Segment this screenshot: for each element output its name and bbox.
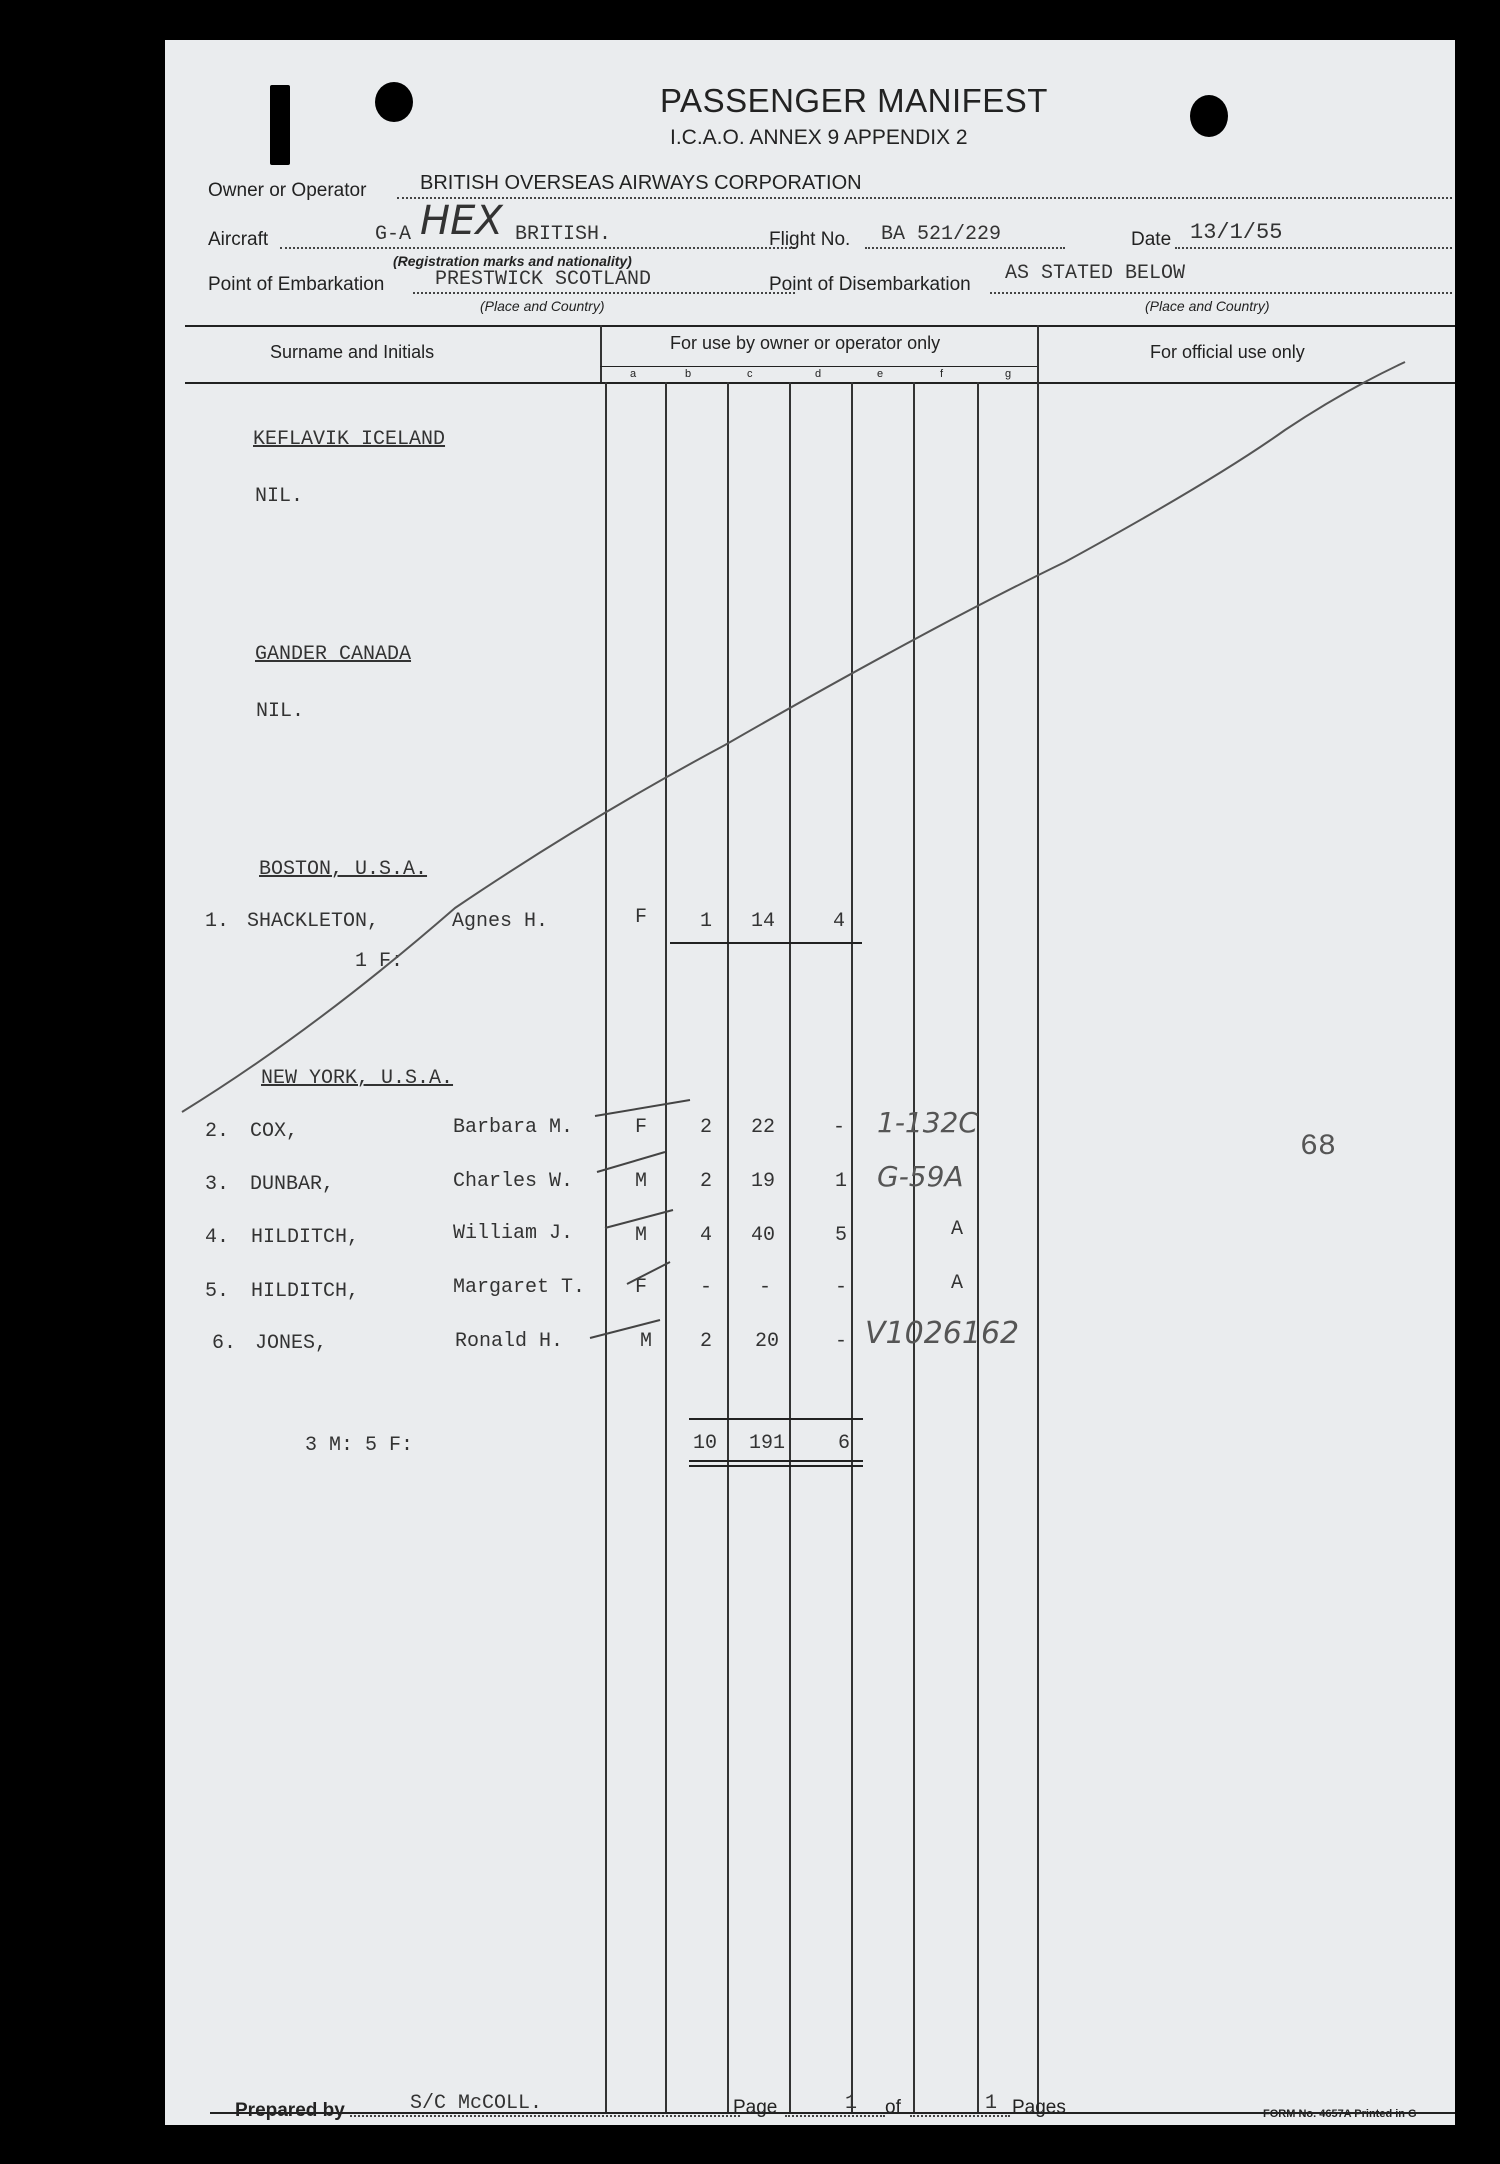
section-gander-title: GANDER CANADA — [255, 643, 412, 666]
prepared-by-label: Prepared by — [235, 2100, 345, 2121]
row-given-name: Agnes H. — [452, 910, 549, 933]
row-col-a: F — [635, 1276, 648, 1299]
aircraft-label: Aircraft — [208, 229, 269, 250]
row-col-d: - — [835, 1330, 848, 1353]
embarkation-label: Point of Embarkation — [208, 274, 385, 295]
tick-mark — [595, 1100, 690, 1116]
col-b-header: b — [685, 368, 692, 380]
row-col-c: 14 — [751, 910, 776, 933]
section-newyork-title: NEW YORK, U.S.A. — [261, 1067, 454, 1090]
section-keflavik-title: KEFLAVIK ICELAND — [253, 428, 446, 451]
page-label: Page — [733, 2097, 778, 2118]
col-d-header: d — [815, 368, 822, 380]
pages-dotted-line — [910, 2115, 1010, 2117]
row-col-a: M — [640, 1330, 653, 1353]
section-gander-nil: NIL. — [256, 700, 305, 723]
pen-strokes-overlay — [165, 40, 1455, 2125]
row-surname: HILDITCH, — [251, 1280, 360, 1303]
date-label: Date — [1131, 229, 1172, 250]
row-surname: DUNBAR, — [250, 1173, 335, 1196]
row-col-f: A — [951, 1272, 964, 1295]
disembarkation-value: AS STATED BELOW — [1005, 262, 1186, 285]
row-col-a: M — [635, 1224, 648, 1247]
owner-label: Owner or Operator — [208, 180, 367, 201]
row-col-b: 2 — [700, 1330, 713, 1353]
row-col-f: A — [951, 1218, 964, 1241]
section-boston-summary: 1 F: — [355, 950, 404, 973]
section-boston-title: BOSTON, U.S.A. — [259, 858, 428, 881]
col-e-header: e — [877, 368, 884, 380]
row-col-a: M — [635, 1170, 648, 1193]
col-f-header: f — [940, 368, 944, 380]
row-given-name: William J. — [453, 1222, 574, 1245]
row-col-d: 4 — [833, 910, 846, 933]
row-col-c: - — [759, 1276, 772, 1299]
manifest-sheet — [165, 40, 1455, 2125]
row-given-name: Charles W. — [453, 1170, 574, 1193]
page-number: 1 — [845, 2092, 858, 2115]
aircraft-prefix: G-A — [375, 223, 412, 246]
tick-mark — [597, 1152, 665, 1172]
diagonal-cancel-line — [182, 362, 1405, 1112]
date-value: 13/1/55 — [1190, 220, 1283, 245]
row-col-c: 40 — [751, 1224, 776, 1247]
row-col-d: - — [835, 1276, 848, 1299]
row-given-name: Margaret T. — [453, 1276, 586, 1299]
row-number: 6. — [212, 1332, 237, 1355]
tick-mark — [605, 1210, 673, 1228]
total-col-c: 191 — [749, 1432, 786, 1455]
row-number: 1. — [205, 910, 230, 933]
col-official-header: For official use only — [1150, 342, 1305, 362]
total-col-d: 6 — [838, 1432, 851, 1455]
page-dotted-line — [785, 2115, 885, 2117]
embarkation-note: (Place and Country) — [480, 298, 605, 314]
row-col-d: 5 — [835, 1224, 848, 1247]
total-col-b: 10 — [693, 1432, 718, 1455]
row-col-f-handwritten: G-59A — [877, 1160, 964, 1193]
row-col-a: F — [635, 906, 648, 929]
tick-mark — [627, 1262, 670, 1284]
row-surname: COX, — [250, 1120, 299, 1143]
row-col-f-handwritten: V1026162 — [865, 1316, 1020, 1351]
row-col-b: 2 — [700, 1116, 713, 1139]
owner-value: BRITISH OVERSEAS AIRWAYS CORPORATION — [420, 172, 862, 194]
row-surname: JONES, — [255, 1332, 328, 1355]
row-surname: HILDITCH, — [251, 1226, 360, 1249]
row-given-name: Ronald H. — [455, 1330, 564, 1353]
page-subtitle: I.C.A.O. ANNEX 9 APPENDIX 2 — [670, 126, 968, 149]
section-newyork-summary: 3 M: 5 F: — [305, 1434, 414, 1457]
row-number: 2. — [205, 1120, 230, 1143]
row-col-c: 19 — [751, 1170, 776, 1193]
col-c-header: c — [747, 368, 753, 380]
row-given-name: Barbara M. — [453, 1116, 574, 1139]
disembarkation-note: (Place and Country) — [1145, 298, 1270, 314]
row-col-b: - — [700, 1276, 713, 1299]
col-owner-use-header: For use by owner or operator only — [670, 333, 941, 353]
aircraft-registration-handwritten: HEX — [420, 198, 503, 244]
aircraft-nationality: BRITISH. — [515, 223, 612, 246]
section-keflavik-nil: NIL. — [255, 485, 304, 508]
row-surname: SHACKLETON, — [247, 910, 380, 933]
row-col-c: 22 — [751, 1116, 776, 1139]
disembarkation-label: Point of Disembarkation — [769, 274, 971, 295]
row-col-b: 1 — [700, 910, 713, 933]
of-label: of — [885, 2097, 901, 2118]
aircraft-note: (Registration marks and nationality) — [393, 253, 632, 269]
prepared-by-value: S/C McCOLL. — [410, 2092, 543, 2115]
row-number: 5. — [205, 1280, 230, 1303]
row-col-c: 20 — [755, 1330, 780, 1353]
embarkation-value: PRESTWICK SCOTLAND — [435, 268, 652, 291]
row-col-a: F — [635, 1116, 648, 1139]
row-col-d: - — [833, 1116, 846, 1139]
flight-label: Flight No. — [769, 229, 851, 250]
total-pages: 1 — [985, 2092, 998, 2115]
row-number: 4. — [205, 1226, 230, 1249]
pages-label: Pages — [1012, 2097, 1066, 2118]
row-col-d: 1 — [835, 1170, 848, 1193]
form-number: FORM No. 4657A Printed in G — [1263, 2108, 1417, 2120]
flight-number: BA 521/229 — [881, 223, 1002, 246]
tick-mark — [590, 1320, 660, 1338]
row-col-b: 4 — [700, 1224, 713, 1247]
col-surname-header: Surname and Initials — [270, 342, 435, 362]
official-margin-note: 68 — [1300, 1130, 1337, 1164]
col-a-header: a — [630, 368, 637, 380]
row-col-b: 2 — [700, 1170, 713, 1193]
row-number: 3. — [205, 1173, 230, 1196]
prepared-by-dotted-line — [350, 2115, 740, 2117]
row-col-f-handwritten: 1-132C — [877, 1106, 978, 1139]
page-title: PASSENGER MANIFEST — [660, 82, 1048, 119]
col-g-header: g — [1005, 368, 1012, 380]
